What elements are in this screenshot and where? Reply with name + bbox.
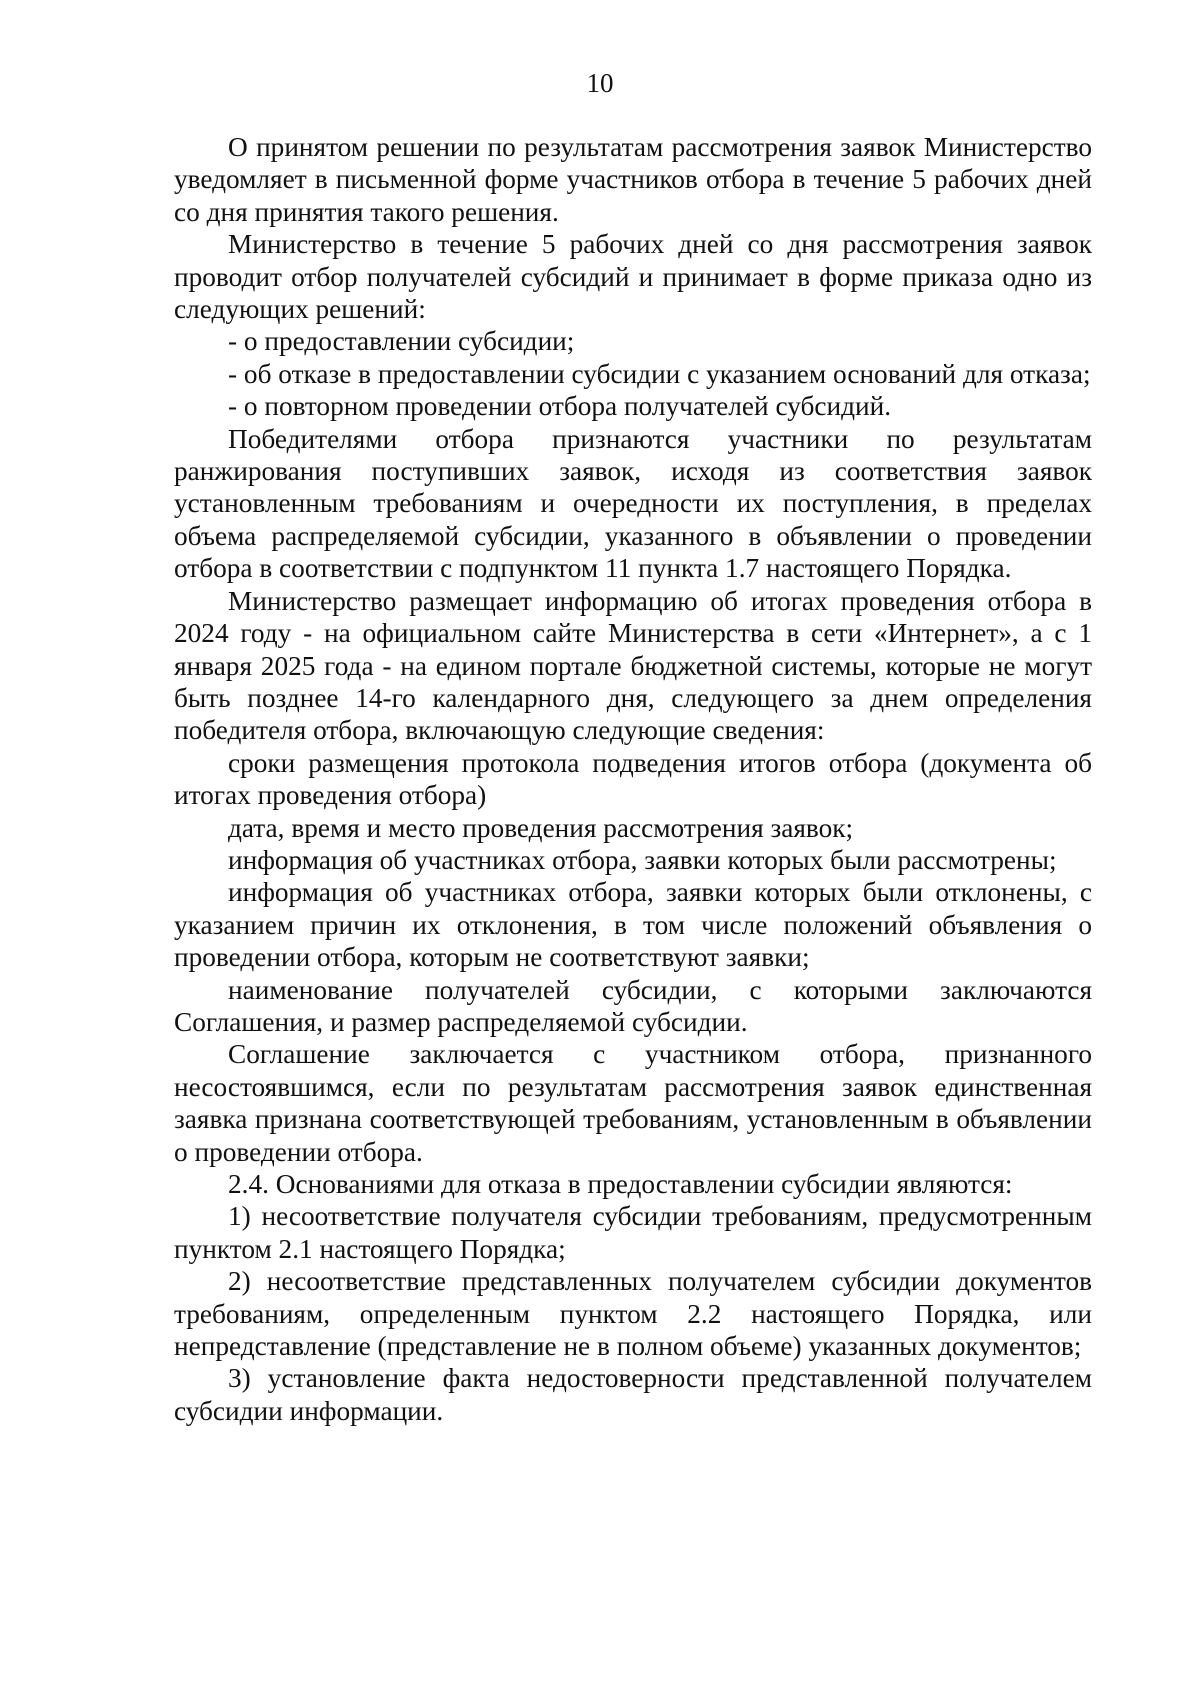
section-heading: 2.4. Основаниями для отказа в предоставлении субсидии являются: — [228, 1169, 1013, 1199]
paragraph: Соглашение заключается с участником отбора, признанного несостоявшимся, если по результатам рассмотрения заявок единственная заявка признана соответствующей требованиям, установленным в объявлении о проведении отбора. — [174, 1039, 1092, 1167]
page-number: 10 — [586, 68, 614, 98]
paragraph: Министерство в течение 5 рабочих дней со дня рассмотрения заявок проводит отбор получателей субсидий и принимает в форме приказа одно из следующих решений: — [174, 229, 1092, 325]
document-body — [174, 131, 1092, 1427]
list-item: - о предоставлении субсидии; — [228, 326, 575, 357]
paragraph: дата, время и место проведения рассмотрения заявок; — [228, 812, 854, 843]
numbered-item: 3) установление факта недостоверности представленной получателем субсидии информации. — [174, 1363, 1092, 1426]
paragraph: О принятом решении по результатам рассмотрения заявок Министерство уведомляет в письменной форме участников отбора в течение 5 рабочих дней со дня принятия такого решения. — [174, 132, 1092, 227]
list-item: - об отказе в предоставлении субсидии с указанием оснований для отказа; — [228, 358, 1091, 389]
paragraph: Министерство размещает информацию об итогах проведения отбора в 2024 году - на официальном сайте Министерства в сети «Интернет», а с 1 января 2025 года - на едином портале бюджетной системы, которые не могут быть позднее 14-го календарного дня, следующего за днем определения победителя отбора, включающую следующие сведения: — [174, 585, 1092, 746]
numbered-item: 1) несоответствие получателя субсидии требованиям, предусмотренным пунктом 2.1 настоящего Порядка; — [174, 1201, 1092, 1264]
list-item: - о повторном проведении отбора получателей субсидий. — [228, 391, 892, 422]
paragraph: информация об участниках отбора, заявки которых были рассмотрены; — [228, 844, 1057, 875]
paragraph: сроки размещения протокола подведения итогов отбора (документа об итогах проведения отбора) — [174, 747, 1092, 811]
paragraph: информация об участниках отбора, заявки которых были отклонены, с указанием причин их отклонения, в том числе положений объявления о проведении отбора, которым не соответствуют заявки; — [174, 877, 1092, 973]
paragraph: наименование получателей субсидии, с которыми заключаются Соглашения, и размер распределяемой субсидии. — [174, 974, 1092, 1037]
numbered-item: 2) несоответствие представленных получателем субсидии документов требованиям, определенным пунктом 2.2 настоящего Порядка, или непредставление (представление не в полном объеме) указанных документов; — [174, 1266, 1092, 1362]
paragraph: Победителями отбора признаются участники по результатам ранжирования поступивших заявок, исходя из соответствия заявок установленным требованиям и очередности их поступления, в пределах объема распределяемой субсидии, указанного в объявлении о проведении отбора в соответствии с подпунктом 11 пункта 1.7 настоящего Порядка. — [174, 423, 1092, 584]
